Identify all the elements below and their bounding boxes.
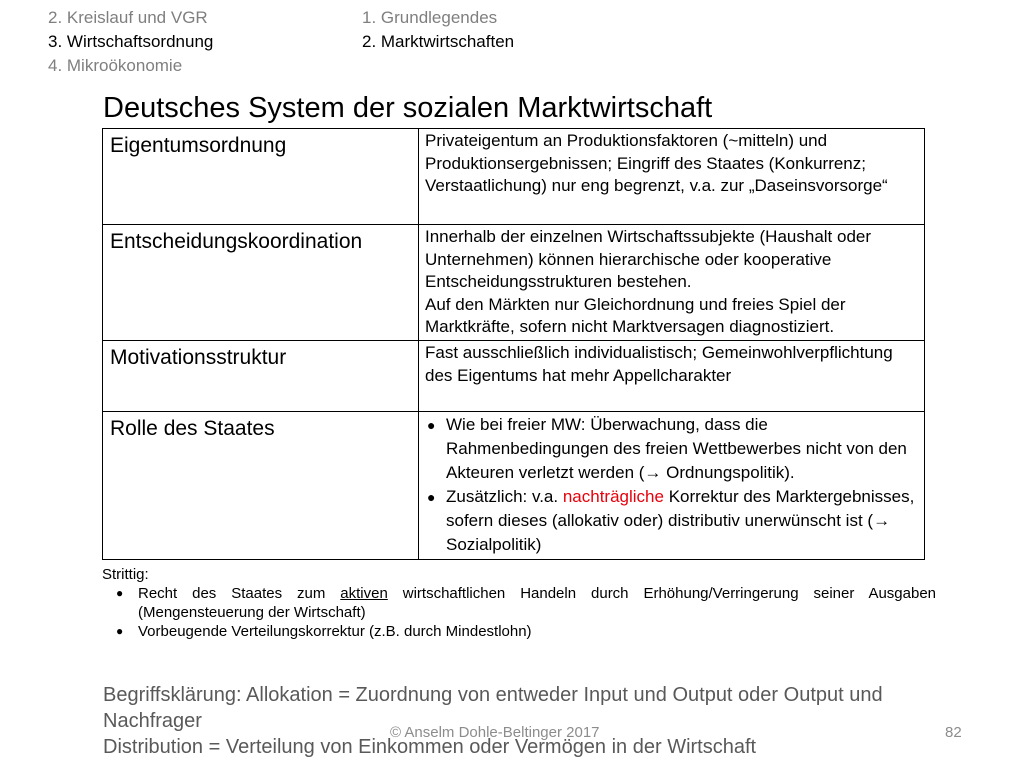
row-text-rolle-des-staates bbox=[419, 412, 925, 560]
begriff-line-2: Distribution = Verteilung von Einkommen oder Vermögen in der Wirtschaft bbox=[103, 736, 757, 758]
strittig-section bbox=[102, 565, 936, 641]
system-table bbox=[102, 128, 925, 560]
table-row bbox=[103, 341, 925, 412]
strittig-item-1-pre: Recht des Staates zum bbox=[138, 585, 341, 602]
strittig-item-1-post: wirtschaftlichen Handeln durch Erhöhung/Verringerung seiner Ausgaben (Mengensteuerung der Wirtschaft) bbox=[138, 585, 936, 621]
begriff-line-1: Begriffsklärung: Allokation = Zuordnung von entweder Input und Output oder Output und Nachfrager bbox=[103, 684, 883, 732]
nav-chapters bbox=[48, 6, 213, 78]
nav-chapter-3-current: 3. Wirtschaftsordnung bbox=[48, 32, 214, 51]
row-text-eigentumsordnung: Privateigentum an Produktionsfaktoren (~mitteln) und Produktionsergebnissen; Eingriff des Staates (Konkurrenz; Verstaatlichung) nur eng begrenzt, v.a. zur „Daseinsvorsorge“ bbox=[419, 129, 925, 225]
nav-chapter-4: 4. Mikroökonomie bbox=[48, 56, 183, 75]
nav-section-2-current: 2. Marktwirtschaften bbox=[362, 32, 515, 51]
page-number: 82 bbox=[945, 724, 962, 741]
nav-section-1: 1. Grundlegendes bbox=[362, 8, 498, 27]
table-row bbox=[103, 412, 925, 560]
staat-bullet-2-pre: Zusätzlich: v.a. bbox=[446, 487, 563, 506]
list-item bbox=[425, 413, 920, 485]
row-label-rolle-des-staates: Rolle des Staates bbox=[103, 412, 419, 560]
nav-sections bbox=[362, 6, 514, 54]
row-label-entscheidungskoordination: Entscheidungskoordination bbox=[103, 225, 419, 341]
entscheidung-text-2: Auf den Märkten nur Gleichordnung und freies Spiel der Marktkräfte, sofern nicht Marktversagen diagnostiziert. bbox=[425, 294, 846, 336]
strittig-heading: Strittig: bbox=[102, 566, 149, 583]
table-row bbox=[103, 225, 925, 341]
list-item bbox=[116, 622, 936, 641]
list-item bbox=[116, 584, 936, 622]
row-label-motivationsstruktur: Motivationsstruktur bbox=[103, 341, 419, 412]
staat-bullet-2-highlight: nachträgliche bbox=[562, 487, 664, 506]
slide-title: Deutsches System der sozialen Marktwirtschaft bbox=[103, 92, 713, 124]
bullet-icon: ● bbox=[116, 586, 124, 600]
begriffsklaerung-note bbox=[103, 682, 903, 760]
list-item bbox=[425, 485, 920, 557]
bullet-icon: ● bbox=[116, 624, 124, 638]
table-row bbox=[103, 129, 925, 225]
bullet-icon: ● bbox=[427, 489, 436, 505]
bullet-icon: ● bbox=[427, 417, 436, 433]
row-text-entscheidungskoordination bbox=[419, 225, 925, 341]
staat-bullet-1: Wie bei freier MW: Überwachung, dass die Rahmenbedingungen des freien Wettbewerbes nicht von den Akteuren verletzt werden (→ Ordnungspolitik). bbox=[446, 415, 907, 482]
row-text-motivationsstruktur: Fast ausschließlich individualistisch; Gemeinwohlverpflichtung des Eigentums hat mehr Appellcharakter bbox=[419, 341, 925, 412]
footer-copyright: © Anselm Dohle-Beltinger 2017 bbox=[390, 724, 600, 741]
strittig-item-2: Vorbeugende Verteilungskorrektur (z.B. durch Mindestlohn) bbox=[138, 623, 532, 640]
staat-bullet-2-post: Korrektur des Marktergebnisses, sofern dieses (allokativ oder) distributiv unerwünscht ist (→ Sozialpolitik) bbox=[446, 487, 915, 554]
row-label-eigentumsordnung: Eigentumsordnung bbox=[103, 129, 419, 225]
staat-bullet-list bbox=[425, 413, 920, 557]
nav-chapter-2: 2. Kreislauf und VGR bbox=[48, 8, 208, 27]
strittig-item-1-underlined: aktiven bbox=[340, 585, 388, 602]
entscheidung-text-1: Innerhalb der einzelnen Wirtschaftssubjekte (Haushalt oder Unternehmen) können hierarchische oder kooperative Entscheidungsstrukturen bestehen. bbox=[425, 227, 872, 291]
strittig-list bbox=[102, 584, 936, 641]
